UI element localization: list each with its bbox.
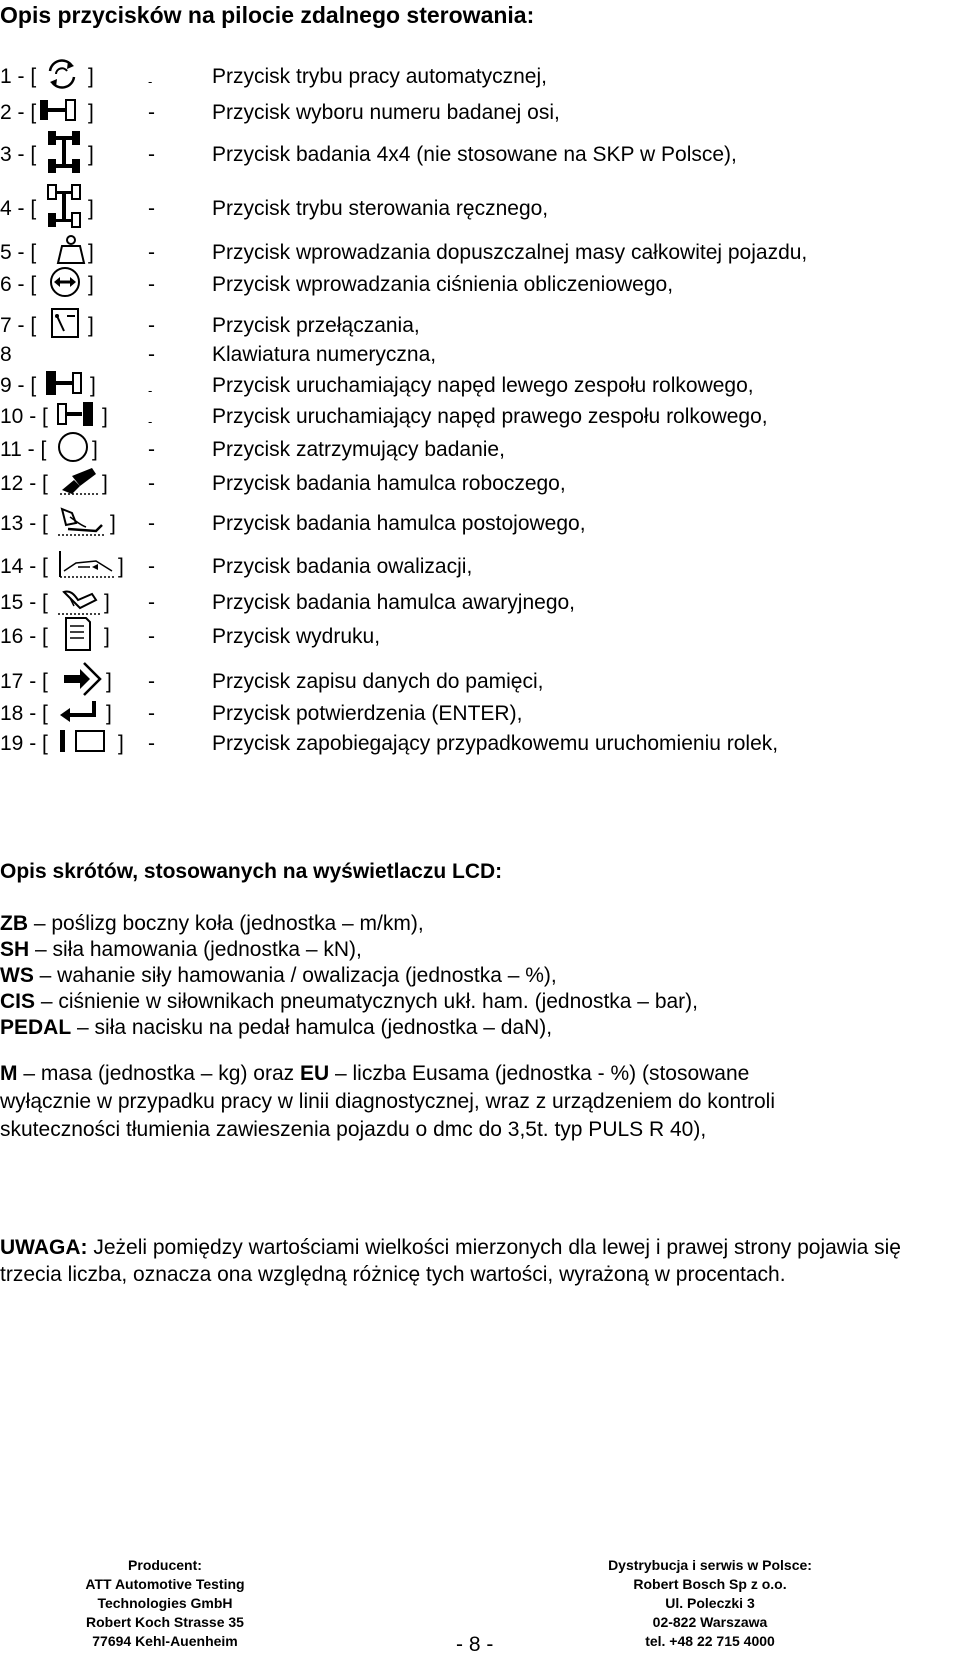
footer-line: Producent:	[128, 1557, 202, 1573]
button-description: Przycisk uruchamiający napęd prawego zespołu rolkowego,	[212, 405, 768, 428]
abbr-code: CIS	[0, 990, 36, 1013]
separator-dash: -	[148, 438, 155, 461]
button-row	[0, 369, 960, 403]
separator-dash: -	[148, 343, 155, 366]
button-row	[0, 138, 960, 172]
abbr-text: – ciśnienie w siłownikach pneumatycznych ukł. ham. (jednostka – bar),	[35, 990, 698, 1013]
close-bracket: ]	[118, 732, 124, 755]
button-description: Przycisk trybu pracy automatycznej,	[212, 65, 547, 88]
separator-dash: -	[148, 197, 155, 220]
button-row	[0, 268, 960, 302]
abbr-m-block	[0, 1061, 775, 1143]
abbr-code: ZB	[0, 912, 28, 935]
close-bracket: ]	[88, 197, 94, 220]
button-number: 3 - [	[0, 143, 37, 166]
button-row	[0, 550, 960, 584]
abbr-code: WS	[0, 964, 34, 987]
button-number: 8	[0, 343, 12, 366]
button-description: Przycisk zatrzymujący badanie,	[212, 438, 505, 461]
close-bracket: ]	[88, 65, 94, 88]
separator-dash: -	[148, 414, 153, 429]
close-bracket: ]	[106, 670, 112, 693]
abbr-text: – liczba Eusama (jednostka - %) (stosowane	[329, 1062, 750, 1085]
button-number: 10 - [	[0, 405, 48, 428]
separator-dash: -	[148, 314, 155, 337]
close-bracket: ]	[88, 101, 94, 124]
button-row	[0, 665, 960, 699]
button-row	[0, 507, 960, 541]
separator-dash: -	[148, 383, 153, 398]
button-number: 2 - [	[0, 101, 37, 124]
button-description: Przycisk uruchamiający napęd lewego zespołu rolkowego,	[212, 374, 754, 397]
button-description: Przycisk wprowadzania dopuszczalnej masy całkowitej pojazdu,	[212, 241, 808, 264]
lcd-heading: Opis skrótów, stosowanych na wyświetlaczu LCD:	[0, 860, 503, 883]
separator-dash: -	[148, 74, 153, 89]
button-description: Przycisk wyboru numeru badanej osi,	[212, 101, 560, 124]
button-description: Przycisk trybu sterowania ręcznego,	[212, 197, 549, 220]
close-bracket: ]	[88, 273, 94, 296]
separator-dash: -	[148, 273, 155, 296]
four-by-four-icon	[44, 129, 84, 181]
button-row	[0, 433, 960, 467]
separator-dash: -	[148, 241, 155, 264]
button-description: Przycisk przełączania,	[212, 314, 420, 337]
button-number: 18 - [	[0, 702, 48, 725]
enter-icon	[58, 699, 100, 729]
buttons-heading: Opis przycisków na pilocie zdalnego sterowania:	[0, 2, 535, 28]
button-number: 17 - [	[0, 670, 48, 693]
button-row	[0, 586, 960, 620]
button-description: Przycisk badania 4x4 (nie stosowane na SKP w Polsce),	[212, 143, 737, 166]
button-row	[0, 400, 960, 434]
manual-mode-icon	[44, 183, 84, 235]
button-number: 19 - [	[0, 732, 48, 755]
axle-select-icon	[38, 95, 78, 131]
abbreviation-row	[0, 963, 557, 989]
button-description: Przycisk potwierdzenia (ENTER),	[212, 702, 523, 725]
button-number: 9 - [	[0, 374, 37, 397]
warning-note	[0, 1234, 950, 1288]
button-row	[0, 467, 960, 501]
separator-dash: -	[148, 143, 155, 166]
abbr-code-eu: EU	[299, 1062, 330, 1085]
button-row	[0, 338, 960, 372]
abbr-m-line1	[0, 1061, 775, 1087]
close-bracket: ]	[118, 555, 124, 578]
footer-line: 77694 Kehl-Auenheim	[92, 1633, 238, 1649]
separator-dash: -	[148, 472, 155, 495]
separator-dash: -	[148, 555, 155, 578]
print-icon	[62, 614, 94, 660]
footer-line: Technologies GmbH	[97, 1595, 233, 1611]
footer-line: tel. +48 22 715 4000	[645, 1633, 775, 1649]
pressure-icon	[48, 265, 82, 305]
parking-brake-icon	[56, 503, 108, 545]
button-number: 13 - [	[0, 512, 48, 535]
close-bracket: ]	[92, 438, 98, 461]
abbr-code: SH	[0, 938, 30, 961]
abbr-code: M	[0, 1062, 18, 1085]
footer-line: Robert Bosch Sp z o.o.	[633, 1576, 787, 1592]
close-bracket: ]	[102, 472, 108, 495]
abbr-m-line2: wyłącznie w przypadku pracy w linii diagnostycznej, wraz z urządzeniem do kontroli	[0, 1090, 776, 1113]
separator-dash: -	[148, 732, 155, 755]
close-bracket: ]	[104, 625, 110, 648]
close-bracket: ]	[106, 702, 112, 725]
button-row	[0, 697, 960, 731]
warning-text: Jeżeli pomiędzy wartościami wielkości mierzonych dla lewej i prawej strony pojawia się trzecia liczba, oznacza ona względną różnicę tych wartości, wyrażoną w procentach.	[0, 1236, 901, 1286]
button-row	[0, 96, 960, 130]
abbreviation-row	[0, 937, 362, 963]
footer-line: Dystrybucja i serwis w Polsce:	[608, 1557, 812, 1573]
abbr-text: – wahanie siły hamowania / owalizacja (jednostka – %),	[33, 964, 557, 987]
abbr-code: PEDAL	[0, 1016, 72, 1039]
button-number: 4 - [	[0, 197, 37, 220]
close-bracket: ]	[102, 405, 108, 428]
separator-dash: -	[148, 702, 155, 725]
abbreviation-row	[0, 1015, 552, 1041]
abbreviation-row	[0, 911, 424, 937]
separator-dash: -	[148, 101, 155, 124]
separator-dash: -	[148, 591, 155, 614]
abbr-text: – poślizg boczny koła (jednostka – m/km),	[28, 912, 424, 935]
button-description: Przycisk wydruku,	[212, 625, 381, 648]
button-description: Klawiatura numeryczna,	[212, 343, 437, 366]
button-description: Przycisk zapobiegający przypadkowemu uruchomieniu rolek,	[212, 732, 779, 755]
button-number: 14 - [	[0, 555, 48, 578]
footer-distributor	[580, 1556, 840, 1651]
button-description: Przycisk wprowadzania ciśnienia obliczeniowego,	[212, 273, 674, 296]
button-number: 5 - [	[0, 241, 37, 264]
footer-producer	[50, 1556, 280, 1651]
footer-line: ATT Automotive Testing	[85, 1576, 245, 1592]
page-number: - 8 -	[456, 1633, 494, 1656]
button-row	[0, 236, 960, 270]
abbreviation-row	[0, 989, 698, 1015]
auto-mode-icon	[44, 57, 80, 97]
button-description: Przycisk badania hamulca postojowego,	[212, 512, 586, 535]
abbr-text: – siła hamowania (jednostka – kN),	[29, 938, 362, 961]
close-bracket: ]	[88, 241, 94, 264]
warning-label: UWAGA:	[0, 1236, 88, 1259]
button-number: 6 - [	[0, 273, 37, 296]
separator-dash: -	[148, 670, 155, 693]
abbr-text: – siła nacisku na pedał hamulca (jednostka – daN),	[71, 1016, 553, 1039]
separator-dash: -	[148, 625, 155, 648]
close-bracket: ]	[88, 143, 94, 166]
footer-line: Robert Koch Strasse 35	[86, 1614, 244, 1630]
service-brake-icon	[58, 464, 100, 504]
button-number: 7 - [	[0, 314, 37, 337]
button-number: 16 - [	[0, 625, 48, 648]
button-description: Przycisk badania hamulca awaryjnego,	[212, 591, 576, 614]
button-row	[0, 60, 960, 94]
button-row	[0, 620, 960, 654]
button-number: 1 - [	[0, 65, 37, 88]
close-bracket: ]	[104, 591, 110, 614]
close-bracket: ]	[90, 374, 96, 397]
close-bracket: ]	[88, 314, 94, 337]
button-number: 15 - [	[0, 591, 48, 614]
button-number: 11 - [	[0, 438, 47, 461]
abbr-m-line3: skuteczności tłumienia zawieszenia pojazdu o dmc do 3,5t. typ PULS R 40),	[0, 1118, 707, 1141]
close-bracket: ]	[110, 512, 116, 535]
ovality-icon	[56, 547, 118, 587]
button-description: Przycisk zapisu danych do pamięci,	[212, 670, 544, 693]
button-description: Przycisk badania owalizacji,	[212, 555, 473, 578]
button-row	[0, 727, 960, 761]
button-description: Przycisk badania hamulca roboczego,	[212, 472, 566, 495]
button-row	[0, 192, 960, 226]
roller-lock-icon	[58, 726, 110, 762]
separator-dash: -	[148, 512, 155, 535]
footer-line: 02-822 Warszawa	[652, 1614, 768, 1630]
button-number: 12 - [	[0, 472, 48, 495]
footer-line: Ul. Poleczki 3	[665, 1595, 755, 1611]
abbr-text: – masa (jednostka – kg) oraz	[17, 1062, 300, 1085]
